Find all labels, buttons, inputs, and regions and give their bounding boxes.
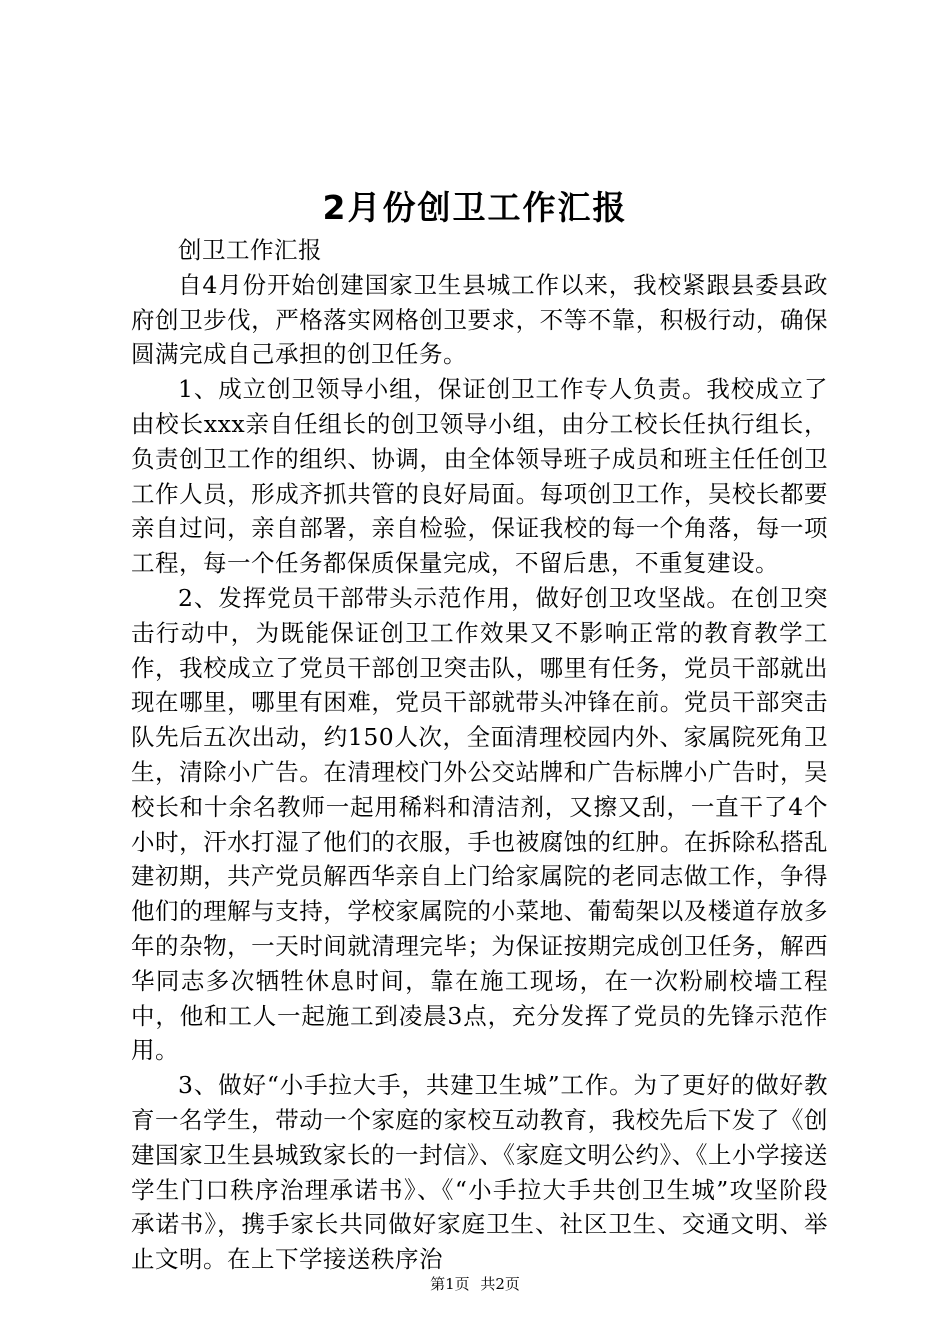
page-number: 第1页: [430, 1275, 470, 1293]
page-total: 共2页: [480, 1275, 520, 1293]
paragraph-item-2: 2、发挥党员干部带头示范作用，做好创卫攻坚战。在创卫突击行动中，为既能保证创卫工作效果又不影响正常的教育教学工作，我校成立了党员干部创卫突击队，哪里有任务，党员干部就出现在哪里，哪里有困难，党员干部就带头冲锋在前。党员干部突击队先后五次出动，约150人次，全面清理校园内外、家属院死角卫生，清除小广告。在清理校门外公交站牌和广告标牌小广告时，吴校长和十余名教师一起用稀料和清洁剂，又擦又刮，一直干了4个小时，汗水打湿了他们的衣服，手也被腐蚀的红肿。在拆除私搭乱建初期，共产党员解西华亲自上门给家属院的老同志做工作，争得他们的理解与支持，学校家属院的小菜地、葡萄架以及楼道存放多年的杂物，一天时间就清理完毕；为保证按期完成创卫任务，解西华同志多次牺牲休息时间，靠在施工现场，在一次粉刷校墙工程中，他和工人一起施工到凌晨3点，充分发挥了党员的先锋示范作用。: [131, 583, 828, 1065]
paragraph-item-3: 3、做好“小手拉大手，共建卫生城”工作。为了更好的做好教育一名学生，带动一个家庭的家校互动教育，我校先后下发了《创建国家卫生县城致家长的一封信》、《家庭文明公约》、《上小学接送学生门口秩序治理承诺书》、《“小手拉大手共创卫生城”攻坚阶段承诺书》，携手家长共同做好家庭卫生、社区卫生、交通文明、举止文明。在上下学接送秩序治: [131, 1071, 828, 1274]
paragraph-item-1: 1、成立创卫领导小组，保证创卫工作专人负责。我校成立了由校长xxx亲自任组长的创卫领导小组，由分工校长任执行组长，负责创卫工作的组织、协调，由全体领导班子成员和班主任任创卫工作人员，形成齐抓共管的良好局面。每项创卫工作，吴校长都要亲自过问，亲自部署，亲自检验，保证我校的每一个角落，每一项工程，每一个任务都保质保量完成，不留后患，不重复建设。: [131, 375, 828, 578]
document-title: 2月份创卫工作汇报: [322, 188, 628, 227]
paragraph-heading: 创卫工作汇报: [178, 236, 322, 264]
page-footer: [0, 1273, 950, 1294]
paragraph-intro: 自4月份开始创建国家卫生县城工作以来，我校紧跟县委县政府创卫步伐，严格落实网格创卫要求，不等不靠，积极行动，确保圆满完成自己承担的创卫任务。: [131, 270, 828, 369]
document-body: [131, 233, 828, 1277]
